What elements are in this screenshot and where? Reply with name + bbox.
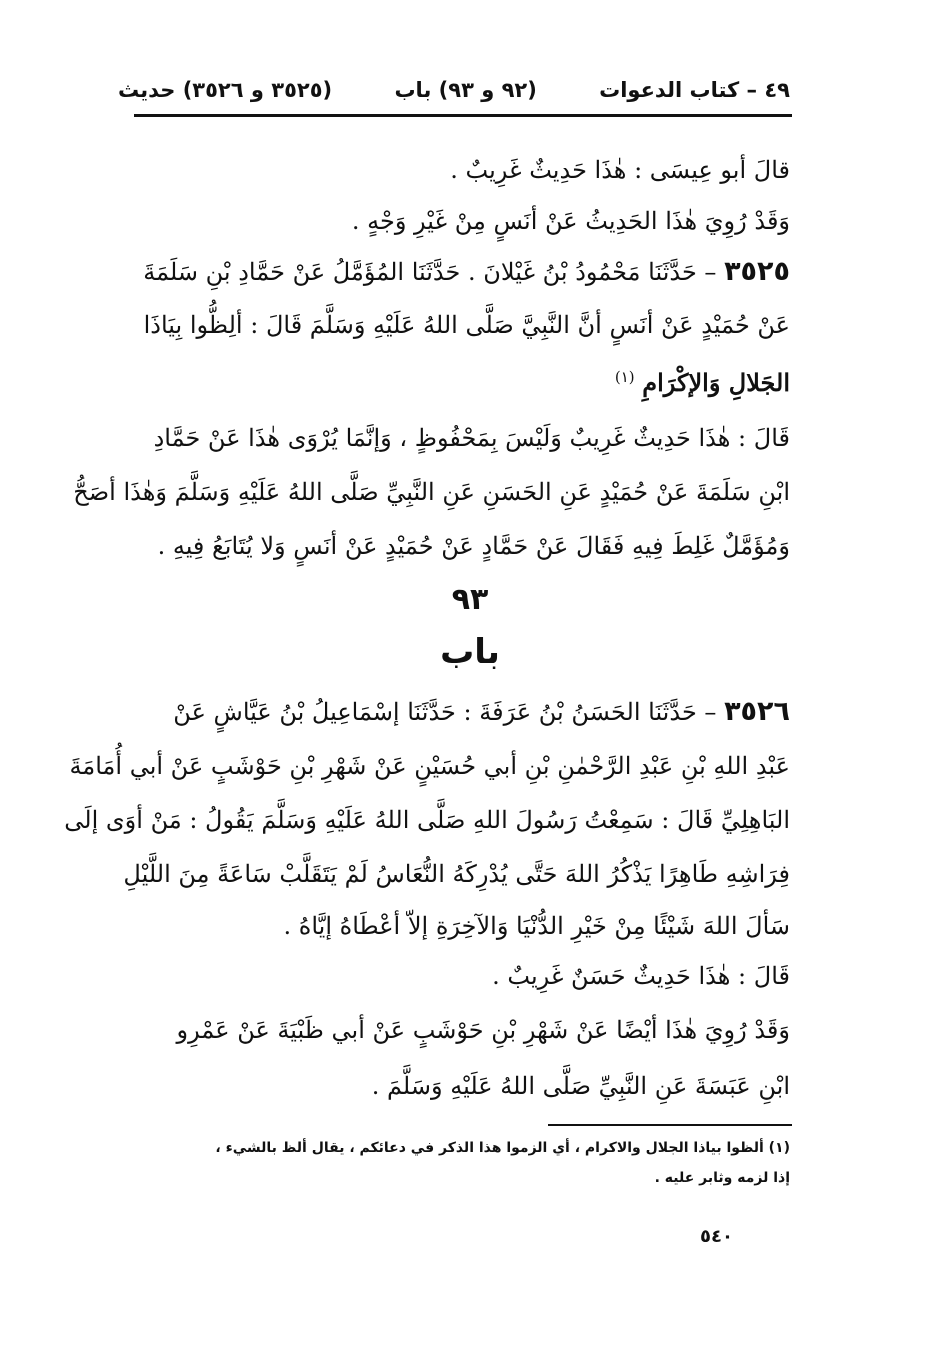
footnote-divider bbox=[548, 1124, 792, 1126]
text-line bbox=[130, 359, 790, 401]
header-hadith-range: (٣٥٢٥ و ٣٥٢٦) حديث bbox=[118, 78, 333, 102]
footnote-reference: (١) bbox=[614, 368, 635, 386]
text-line: وَقَدْ رُوِيَ هٰذَا الحَدِيثُ عَنْ أنَسٍ مِنْ غَيْرِ وَجْهٍ . bbox=[351, 207, 790, 235]
text-line: ابْنِ عَبَسَةَ عَنِ النَّبِيِّ صَلَّى اللهُ عَلَيْهِ وَسَلَّمَ . bbox=[371, 1072, 790, 1100]
text-line: سَألَ اللهَ شَيْئًا مِنْ خَيْرِ الدُّنْيَا وَالآخِرَةِ إلاّ أعْطَاهُ إيَّاهُ . bbox=[283, 912, 790, 940]
text-line: وَمُؤَمَّلٌ غَلِطَ فِيهِ فَقَالَ عَنْ حَمَّادٍ عَنْ حُمَيْدٍ عَنْ أنَسٍ وَلا يُتَابَعُ فِيهِ . bbox=[157, 532, 790, 560]
header-bab-range: (٩٢ و ٩٣) باب bbox=[394, 78, 537, 102]
hadith-3526-line bbox=[130, 694, 790, 730]
phrase: الجَلالِ وَالإكْرَامِ bbox=[642, 368, 790, 397]
text-line: قَالَ : هٰذَا حَدِيثٌ حَسَنٌ غَرِيبٌ . bbox=[492, 962, 790, 990]
section-number: ٩٣ bbox=[451, 582, 489, 617]
hadith-text: – حَدَّثَنَا الحَسَنُ بْنُ عَرَفَةَ : حَدَّثَنَا إسْمَاعِيلُ بْنُ عَيَّاشٍ عَنْ bbox=[173, 698, 717, 726]
footnote-line: إذا لزمه وثابر عليه . bbox=[654, 1170, 790, 1186]
footnote-line: (١) ألظوا بياذا الجلال والاكرام ، أي الزموا هذا الذكر في دعائكم ، يقال ألظ بالشيء ، bbox=[215, 1140, 790, 1156]
text-line: وَقَدْ رُوِيَ هٰذَا أيْضًا عَنْ شَهْرِ بْنِ حَوْشَبٍ عَنْ أبي ظَبْيَةَ عَنْ عَمْرِو bbox=[176, 1016, 790, 1044]
page-number: ٥٤٠ bbox=[700, 1226, 733, 1247]
text-line: عَبْدِ اللهِ بْنِ عَبْدِ الرَّحْمٰنِ بْنِ أبي حُسَيْنٍ عَنْ شَهْرِ بْنِ حَوْشَبٍ عَنْ أبي أُمَامَةَ bbox=[69, 752, 790, 780]
text-line: البَاهِلِيِّ قَالَ : سَمِعْتُ رَسُولَ اللهِ صَلَّى اللهُ عَلَيْهِ وَسَلَّمَ يَقُولُ : مَنْ أوَى إلَى bbox=[64, 806, 790, 834]
text-line: ابْنِ سَلَمَةَ عَنْ حُمَيْدٍ عَنِ الحَسَنِ عَنِ النَّبِيِّ صَلَّى اللهُ عَلَيْهِ وَسَلَّمَ وَهٰذَا أصَحُّ bbox=[73, 478, 790, 506]
text-line: قَالَ : هٰذَا حَدِيثٌ غَرِيبٌ وَلَيْسَ بِمَحْفُوظٍ ، وَإنَّمَا يُرْوَى هٰذَا عَنْ حَمَّادِ bbox=[153, 424, 790, 452]
hadith-3525-line bbox=[130, 254, 790, 290]
header-book-title: ٤٩ – كتاب الدعوات bbox=[599, 78, 790, 102]
hadith-text: – حَدَّثَنَا مَحْمُودُ بْنُ غَيْلانَ . حَدَّثَنَا المُؤَمَّلُ عَنْ حَمَّادِ بْنِ سَلَمَةَ bbox=[143, 258, 717, 286]
running-header bbox=[118, 70, 790, 110]
text-line: فِرَاشِهِ طَاهِرًا يَذْكُرُ اللهَ حَتَّى يُدْرِكَهُ النُّعَاسُ لَمْ يَتَقَلَّبْ سَاعَةً مِنَ اللَّيْلِ bbox=[123, 860, 790, 888]
hadith-number: ٣٥٢٥ bbox=[724, 256, 790, 287]
section-title: باب bbox=[440, 632, 500, 672]
header-divider bbox=[134, 114, 792, 117]
text-line: عَنْ حُمَيْدٍ عَنْ أنَسٍ أنَّ النَّبِيَّ صَلَّى اللهُ عَلَيْهِ وَسَلَّمَ قَالَ : ألِظُّوا بِيَاذَا bbox=[143, 311, 790, 339]
hadith-number: ٣٥٢٦ bbox=[724, 696, 790, 727]
text-line: قالَ أبو عِيسَى : هٰذَا حَدِيثٌ غَرِيبٌ . bbox=[450, 156, 790, 184]
